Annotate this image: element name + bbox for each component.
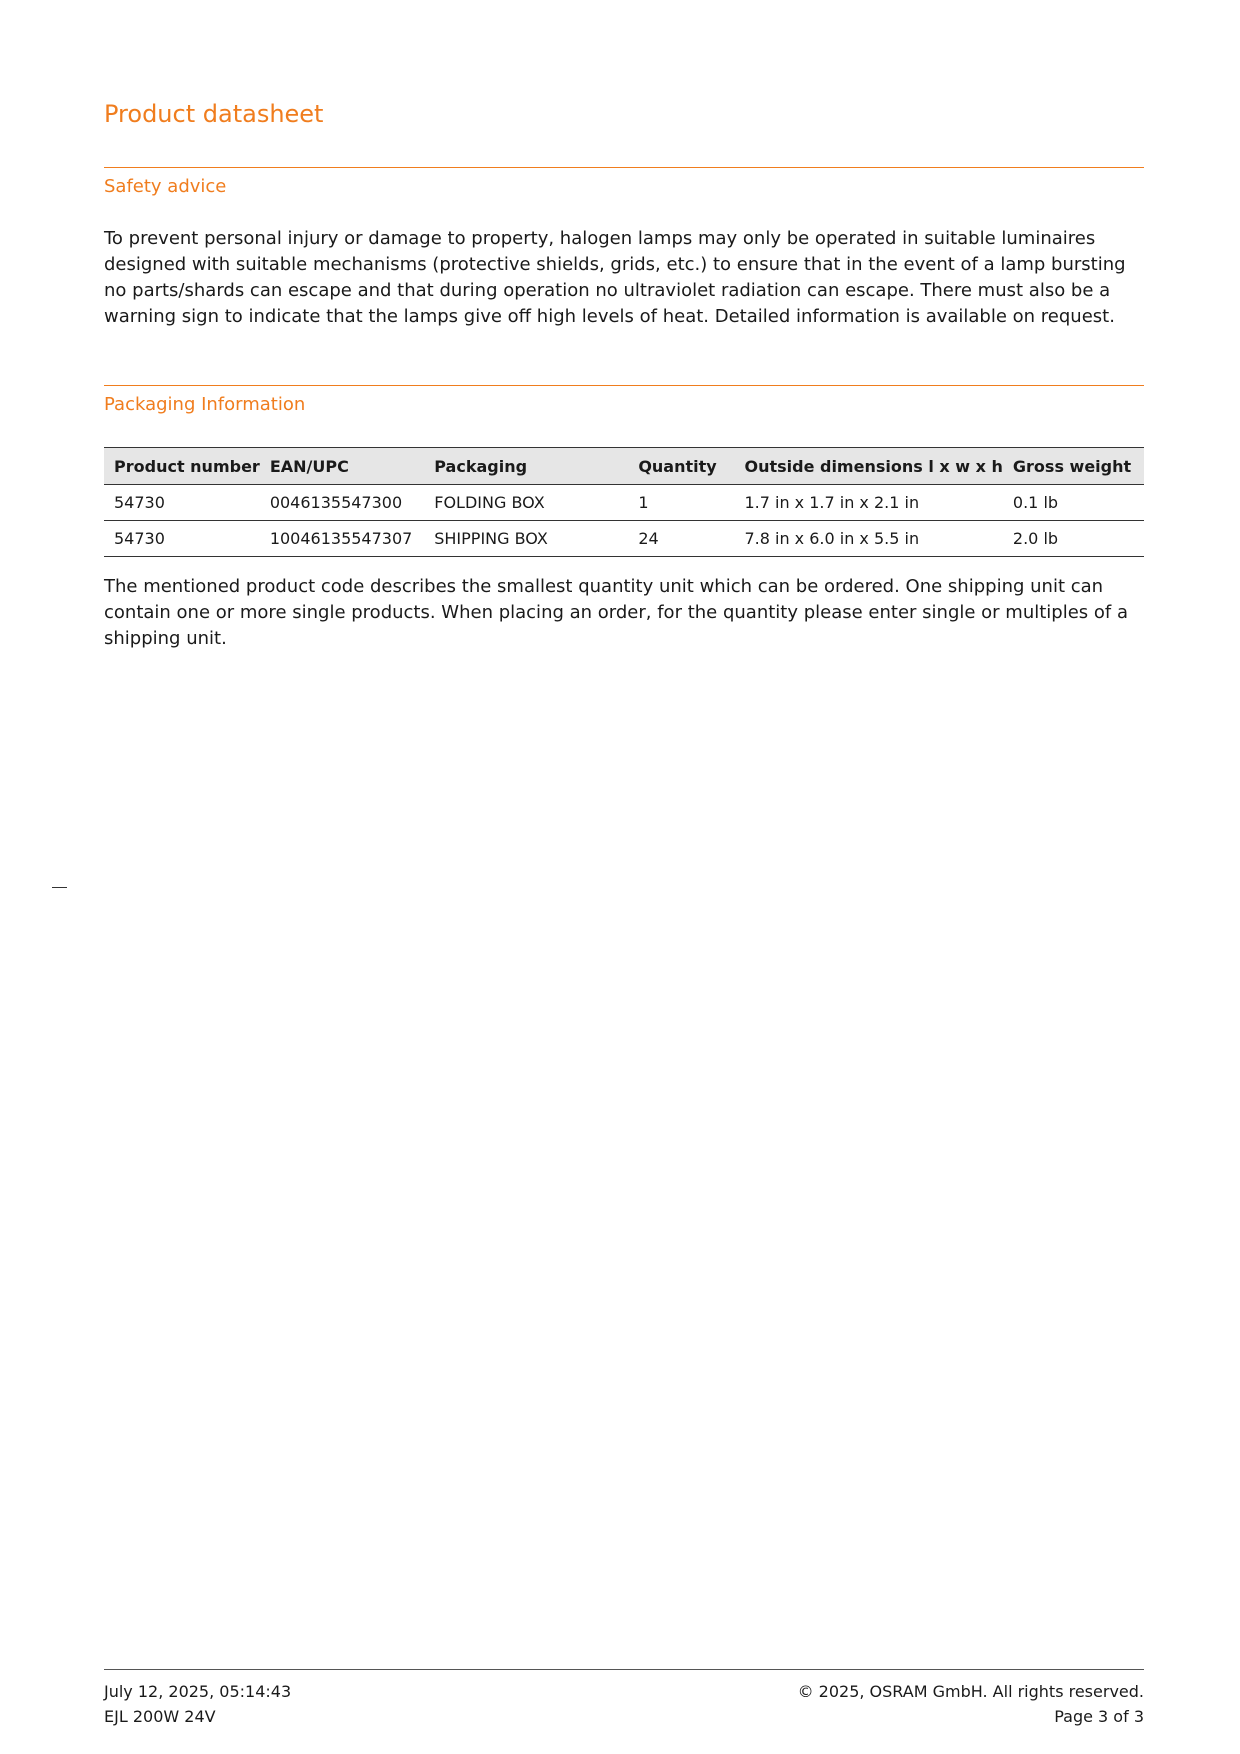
table-cell: 54730 [104,485,260,521]
footer-page-number: Page 3 of 3 [1054,1707,1144,1726]
table-cell: 1 [628,485,734,521]
table-cell: 10046135547307 [260,521,424,557]
table-row [104,521,1144,557]
table-cell: FOLDING BOX [424,485,628,521]
table-cell: 1.7 in x 1.7 in x 2.1 in [734,485,1002,521]
column-header: Outside dimensions l x w x h [734,448,1002,485]
footer-product-name: EJL 200W 24V [104,1707,216,1726]
table-cell: 7.8 in x 6.0 in x 5.5 in [734,521,1002,557]
packaging-note: The mentioned product code describes the smallest quantity unit which can be ordered. One shipping unit can contain one or more single products. When placing an order, for the quantity please enter single or multiples of a shipping unit. [104,576,1129,649]
section-divider [104,385,1144,386]
footer-right [798,1679,1144,1729]
footer-divider [104,1669,1144,1670]
table-cell: 24 [628,521,734,557]
table-cell: 54730 [104,521,260,557]
page-title: Product datasheet [104,100,324,128]
table-cell: 0.1 lb [1003,485,1144,521]
column-header: Product number [104,448,260,485]
column-header: Packaging [424,448,628,485]
footer-copyright: © 2025, OSRAM GmbH. All rights reserved. [797,1682,1144,1701]
safety-text: To prevent personal injury or damage to property, halogen lamps may only be operated in suitable luminaires designed with suitable mechanisms (protective shields, grids, etc.) to ensure that in the event of a lamp bursting no parts/shards can escape and that during operation no ultraviolet radiation can escape. There must also be a warning sign to indicate that the lamps give off high levels of heat. Detailed information is available on request. [104,228,1126,327]
column-header: Quantity [628,448,734,485]
table-row [104,485,1144,521]
table-cell: SHIPPING BOX [424,521,628,557]
footer-timestamp: July 12, 2025, 05:14:43 [104,1682,292,1701]
safety-heading: Safety advice [104,176,227,197]
column-header: EAN/UPC [260,448,424,485]
packaging-table [104,447,1144,557]
table-cell: 0046135547300 [260,485,424,521]
page-margin-mark [52,887,67,888]
footer-left [104,1679,291,1729]
table-cell: 2.0 lb [1003,521,1144,557]
packaging-heading: Packaging Information [104,394,306,415]
table-header-row [104,448,1144,485]
section-divider [104,167,1144,168]
column-header: Gross weight [1003,448,1144,485]
